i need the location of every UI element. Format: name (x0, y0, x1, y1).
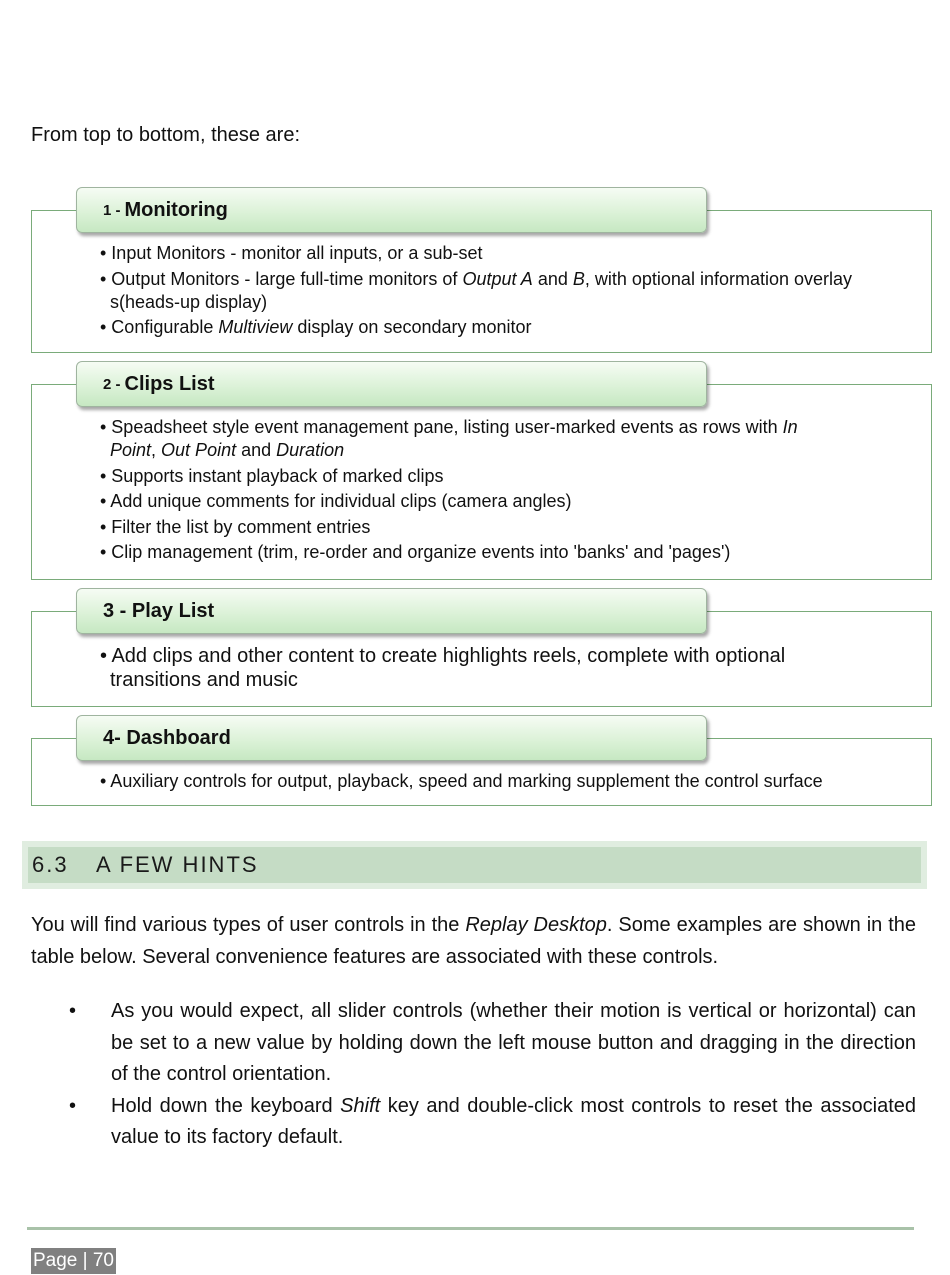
text-run: You will find various types of user controls in the (31, 914, 466, 936)
list-item (100, 316, 860, 339)
clips-list-tab (76, 361, 707, 407)
italic-text: In Point (110, 417, 798, 460)
text-run: , (151, 440, 162, 460)
list-item (100, 644, 835, 692)
play-list-items (100, 644, 835, 695)
list-item (100, 416, 830, 462)
italic-text: Duration (276, 440, 345, 460)
hints-bullet-list (31, 996, 916, 1154)
section-number: 2 - (103, 375, 121, 393)
list-item (100, 770, 880, 793)
list-item (100, 541, 830, 564)
text-run: • Output Monitors - large full-time monitors of (100, 268, 463, 289)
text-run: . Some examples are shown in the table below. Several convenience features are associated with these controls. (31, 914, 916, 968)
text-run: • Input Monitors - monitor all inputs, or a sub-set (100, 243, 483, 263)
clips-list-items (100, 416, 830, 567)
bullet-dot: • (69, 1000, 77, 1022)
heading-title: A FEW HINTS (96, 852, 259, 877)
section-title: Clips List (124, 372, 215, 395)
heading-number: 6.3 (32, 852, 69, 877)
section-title: 3 - Play List (103, 599, 215, 622)
italic-text: Replay Desktop (465, 914, 607, 936)
text-run: and (236, 440, 277, 460)
section-number: 1 - (103, 201, 121, 219)
text-run: and (532, 268, 573, 289)
text-run: • Configurable (100, 317, 219, 337)
text-run: • Supports instant playback of marked clips (100, 465, 444, 486)
text-run: • Clip management (trim, re-order and organize events into 'banks' and 'pages') (100, 542, 731, 562)
list-item (31, 996, 916, 1091)
text-run: • Speadsheet style event management pane, listing user-marked events as rows with (100, 417, 783, 437)
bullet-dot: • (69, 1094, 77, 1117)
monitoring-tab (76, 187, 707, 233)
text-run: • Add unique comments for individual clips (camera angles) (100, 491, 572, 511)
list-item (100, 490, 830, 513)
list-item (31, 1091, 916, 1154)
dashboard-items (100, 770, 880, 796)
page-number: Page | 70 (31, 1248, 116, 1274)
section-title: 4- Dashboard (103, 726, 231, 749)
text-run: As you would expect, all slider controls (whether their motion is vertical or horizontal) can be set to a new value by holding down the left mouse button and dragging in the direction of the control orientation. (111, 1000, 916, 1085)
text-run: • Add clips and other content to create highlights reels, complete with optional transitions and music (100, 645, 786, 691)
text-run: key and double-click most controls to reset the associated value to its factory default. (111, 1094, 916, 1148)
text-run: , with optional information overlay s(heads-up display) (110, 268, 853, 312)
text-run: • Auxiliary controls for output, playback, speed and marking supplement the control surface (100, 771, 823, 791)
list-item (100, 465, 830, 488)
text-run: • Filter the list by comment entries (100, 516, 371, 537)
italic-text: Shift (340, 1094, 381, 1117)
play-list-tab (76, 588, 707, 634)
list-item (100, 242, 860, 265)
italic-text: Multiview (218, 317, 293, 337)
monitoring-items (100, 242, 860, 342)
section-heading (28, 847, 921, 883)
footer-rule (27, 1227, 914, 1230)
hints-paragraph (31, 910, 916, 973)
italic-text: Output A (462, 268, 533, 289)
dashboard-tab (76, 715, 707, 761)
bullet-text (111, 996, 916, 1091)
intro-text: From top to bottom, these are: (31, 124, 301, 146)
section-title: Monitoring (124, 198, 228, 221)
italic-text: B (572, 268, 585, 289)
list-item (100, 268, 860, 314)
text-run: display on secondary monitor (292, 317, 532, 337)
section-heading-band (22, 841, 927, 889)
italic-text: Out Point (161, 440, 237, 460)
list-item (100, 516, 830, 539)
text-run: Hold down the keyboard (111, 1094, 341, 1117)
bullet-text (111, 1091, 916, 1154)
